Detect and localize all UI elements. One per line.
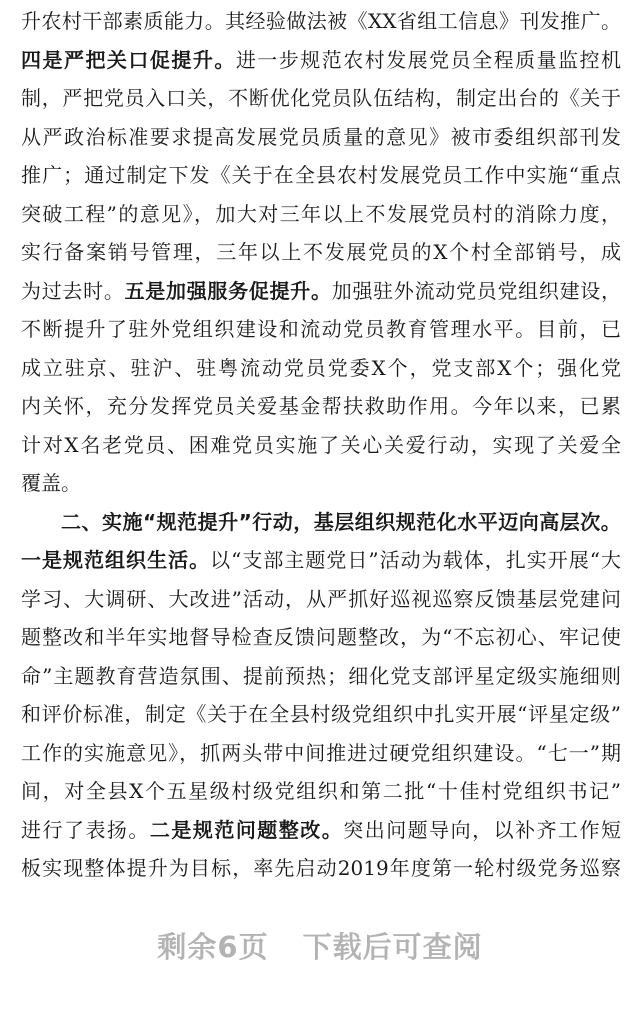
bold-lead-phrase: 四是严把关口促提升。 bbox=[21, 47, 236, 72]
text-run: 以“支部主题党日”活动为载体，扎实开展“大 bbox=[210, 548, 621, 572]
text-line bbox=[21, 695, 621, 734]
bold-lead-phrase: 二是规范问题整改。 bbox=[149, 817, 344, 842]
download-hint-text: 下载后可查阅 bbox=[302, 930, 483, 964]
text-line bbox=[21, 464, 621, 503]
document-body bbox=[21, 2, 621, 888]
text-run: 题整改和半年实地督导检查反馈问题整改，为“不忘初心、牢记使 bbox=[21, 625, 621, 649]
text-line bbox=[21, 195, 621, 234]
text-line bbox=[21, 118, 621, 157]
text-line bbox=[21, 503, 621, 542]
text-run: 和评价标准，制定《关于在全县村级党组织中扎实开展“评星定级” bbox=[21, 702, 621, 726]
text-run: 间，对全县X个五星级村级党组织和第二批“十佳村党组织书记” bbox=[21, 779, 621, 803]
section-heading: 二、实施“规范提升”行动，基层组织规范化水平迈向高层次。 bbox=[61, 509, 621, 534]
bold-lead-phrase: 一是规范组织生活。 bbox=[21, 548, 211, 572]
text-run: 加强驻外流动党员党组织建设， bbox=[331, 278, 621, 303]
text-run: 制，严把党员入口关，不断优化党员队伍结构，制定出台的《关于 bbox=[21, 86, 621, 110]
text-line bbox=[21, 79, 621, 118]
text-run: 进行了表扬。 bbox=[21, 817, 150, 842]
text-line bbox=[21, 772, 621, 811]
text-run: 成立驻京、驻沪、驻粤流动党员党委X个，党支部X个；强化党 bbox=[21, 355, 621, 380]
text-line bbox=[21, 233, 621, 272]
text-line bbox=[21, 387, 621, 426]
text-line bbox=[21, 426, 621, 465]
text-line bbox=[21, 657, 621, 696]
bold-lead-phrase: 五是加强服务促提升。 bbox=[124, 278, 332, 303]
text-run: 计对X名老党员、困难党员实施了关心关爱行动，实现了关爱全 bbox=[21, 432, 621, 457]
text-run: 板实现整体提升为目标，率先启动2019年度第一轮村级党务巡察 bbox=[21, 856, 621, 880]
text-run: 推广；通过制定下发《关于在全县农村发展党员工作中实施“重点 bbox=[21, 163, 621, 187]
text-line bbox=[21, 541, 621, 580]
text-line bbox=[21, 580, 621, 619]
text-run: 突破工程”的意见》，加大对三年以上不发展党员村的消除力度， bbox=[21, 201, 621, 226]
text-run: 实行备案销号管理，三年以上不发展党员的X个村全部销号，成 bbox=[21, 240, 621, 264]
text-line bbox=[21, 734, 621, 773]
text-run: 突出问题导向，以补齐工作短 bbox=[343, 817, 621, 842]
text-line bbox=[21, 849, 621, 888]
remaining-pages-text: 剩余6页 bbox=[157, 930, 269, 964]
text-line bbox=[21, 618, 621, 657]
text-run: 工作的实施意见》，抓两头带中间推进过硬党组织建设。“七一”期 bbox=[21, 740, 621, 765]
text-line bbox=[21, 41, 621, 80]
text-line bbox=[21, 811, 621, 850]
text-run: 命”主题教育营造氛围、提前预热；细化党支部评星定级实施细则 bbox=[21, 663, 621, 688]
text-run: 不断提升了驻外党组织建设和流动党员教育管理水平。目前，已 bbox=[21, 317, 621, 341]
text-run: 进一步规范农村发展党员全程质量监控机 bbox=[235, 47, 621, 72]
text-line bbox=[21, 2, 621, 41]
text-line bbox=[21, 310, 621, 349]
text-run: 为过去时。 bbox=[21, 278, 125, 303]
text-run: 升农村干部素质能力。其经验做法被《XX省组工信息》刊发推广。 bbox=[21, 9, 621, 33]
text-run: 学习、大调研、大改进”活动，从严抓好巡视巡察反馈基层党建问 bbox=[21, 586, 621, 611]
text-line bbox=[21, 349, 621, 388]
text-run: 覆盖。 bbox=[21, 471, 81, 495]
download-banner[interactable] bbox=[0, 925, 640, 966]
text-run: 从严政治标准要求提高发展党员质量的意见》被市委组织部刊发 bbox=[21, 124, 621, 149]
text-line bbox=[21, 156, 621, 195]
text-run: 内关怀，充分发挥党员关爱基金帮扶救助作用。今年以来，已累 bbox=[21, 394, 621, 418]
text-line bbox=[21, 272, 621, 311]
